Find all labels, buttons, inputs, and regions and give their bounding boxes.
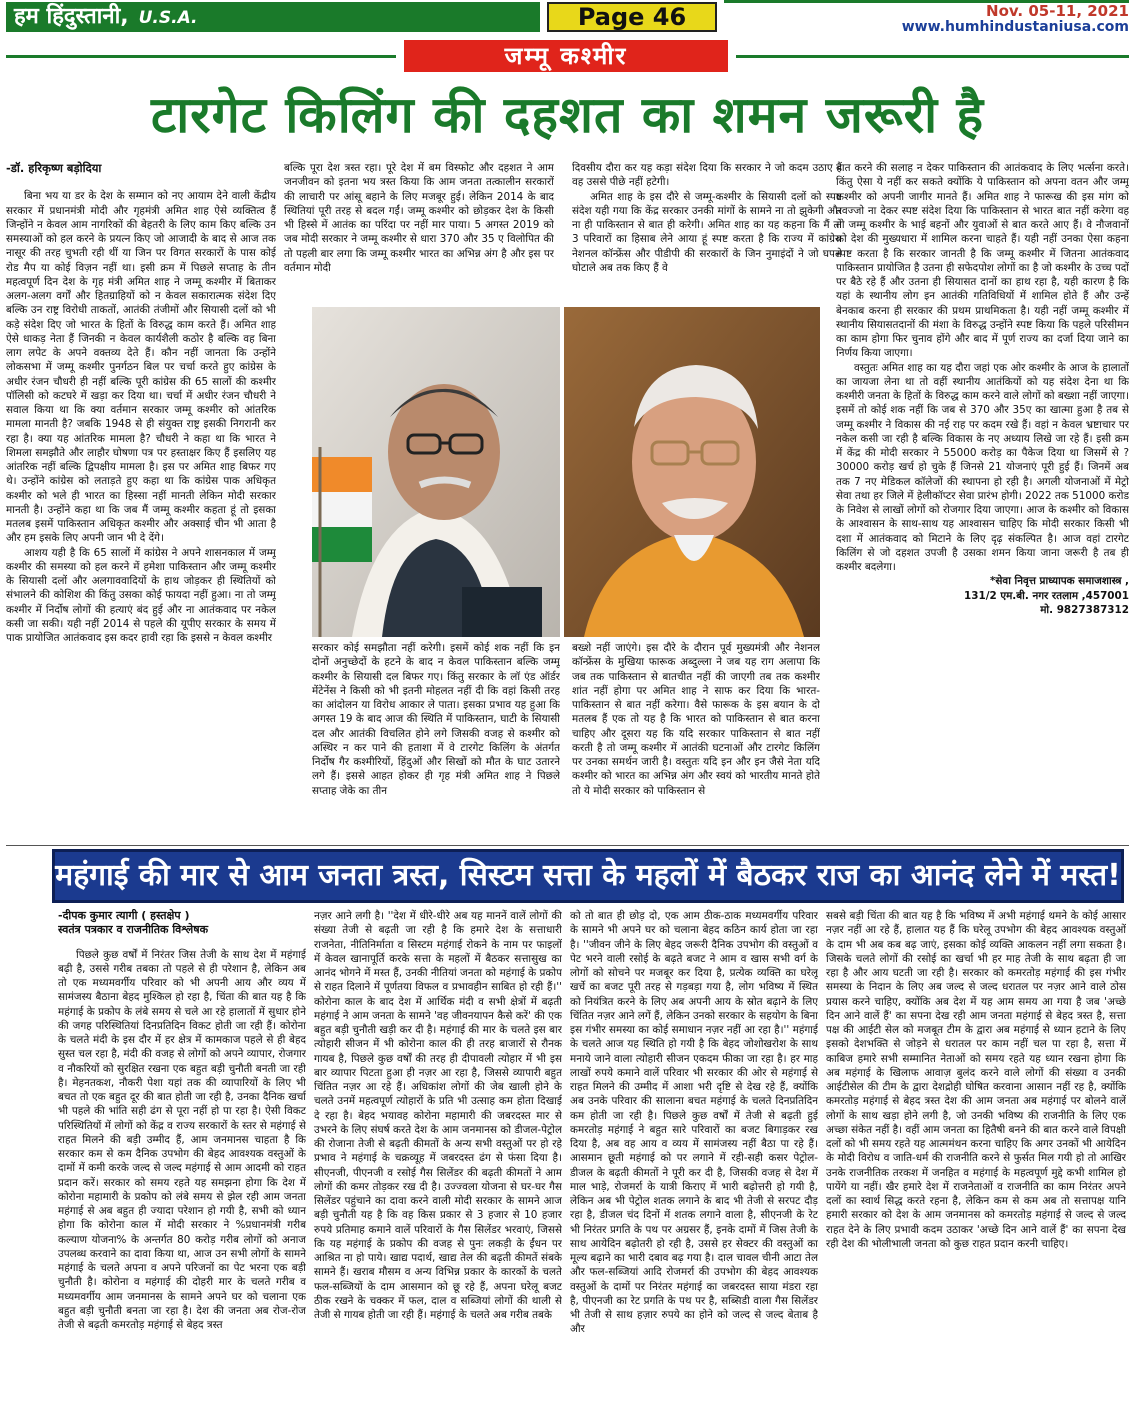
article1-paragraph: सरकार कोई समझौता नहीं करेगी। इसमें कोई शक नहीं कि इन दोनों अनुच्छेदों के हटने के बाद न केवल पाकिस्तान बल्कि जम्मू कश्मीर के सियासी दल बिफर गए। किंतु सरकार के लॉ एंड ऑर्डर मेंटेनेंस ने किसी को भी इतनी मोहलत नहीं दी कि वहां किसी तरह का आंदोलन या विरोध आकार ले पाता। इसका प्रभाव यह हुआ कि अगस्त 19 के बाद आज की स्थिति में पाकिस्तान, घाटी के सियासी दल और आतंकी विचलित होने लगे जिसकी वजह से कश्मीर को अस्थिर न कर पाने की हताशा में वे टारगेट किलिंग के अंतर्गत निर्दोष गैर कश्मीरियों, हिंदुओं और सिखों को मौत के घाट उतारने लगे हैं। इससे आहत होकर ही गृह मंत्री अमित शाह ने पिछले सप्ताह जेके का तीन — [312, 642, 560, 797]
article2-paragraph: सबसे बड़ी चिंता की बात यह है कि भविष्य में अभी महंगाई थमने के कोई आसार नज़र नहीं आ रहे हैं, हालात यह हैं कि घरेलू उपभोग की बेहद आवश्यक वस्तुओं के दाम भी अब कब बढ़ जाएं, इसका कोई व्यक्ति आकलन नहीं लगा सकता है। जिसके चलते लोगों की रसोई का खर्चा भी हर माह तेजी के साथ बढ़ता ही जा रहा है और आय घटती जा रही है। सरकार को कमरतोड़ महंगाई की इस गंभीर समस्या के निदान के लिए अब जल्द से जल्द धरातल पर नज़र आने वाले ठोस प्रयास करने चाहिए, क्योंकि अब देश में यह आम समय आ गया है जब 'अच्छे दिन आने वालें हैं' का सपना देख रही आम जनता महंगाई से बेहद त्रस्त है, सत्ता पक्ष की आईटी सेल को मजबूत टीम के द्वारा अब महंगाई से ध्यान हटाने के लिए इसको देशभक्ति से जोड़ने से धरातल पर काम नहीं चल पा रहा है, सत्ता में काबिज हमारे सभी सम्मानित नेताओं को समय रहते यह ध्यान रखना होगा कि अब महंगाई के खिलाफ आवाज़ बुलंद करने वाले लोगों की संख्या व उनकी आईटीसेल की टीम के द्वारा देशद्रोही घोषित करवाना आसान नहीं रह है, क्योंकि कमरतोड़ महंगाई से बेहद त्रस्त देश की आम जनता अब महंगाई पर बोलने वालें लोगों के साथ खड़ा होने लगी है, जो उनकी भविष्य की राजनीति के लिए एक अच्छा संकेत नहीं है। वहीं आम जनता का हितैषी बनने की बात करने वाले विपक्षी दलों को भी समय रहते यह आत्ममंथन करना चाहिए कि अगर उनकों भी आयेदिन के मोदी विरोध व जाति-धर्म की राजनीति करने से फुर्सत मिल गयी हो तो आखिर उनके राजनीतिक तरकश में जनहित व महंगाई के महत्वपूर्ण मुद्दे कभी शामिल हो पायेंगे या नहीं। खैर हमारे देश में राजनेताओं व राजनीति का काम निरंतर अपने दलों का स्वार्थ सिद्ध करते रहना है, लेकिन कम से कम अब तो सत्तापक्ष यानि हमारी सरकार को देश के आम जनमानस को कमरतोड़ महंगाई से जल्द से जल्द राहत देने के लिए प्रभावी कदम उठाकर 'अच्छे दिन आने वालें हैं' का सपना देख रही देश की भोलीभाली जनता को कुछ राहत प्रदान करनी चाहिए। — [826, 910, 1126, 1250]
portrait-image — [312, 307, 560, 637]
article1-col3-bottom — [572, 641, 820, 841]
author-phone: मो. 9827387312 — [1040, 603, 1129, 616]
masthead — [0, 0, 1135, 34]
issue-date: Nov. 05-11, 2021 — [986, 2, 1129, 20]
article1-byline: -डॉ. हरिकृष्ण बड़ोदिया — [6, 161, 102, 175]
article2-paragraph: को तो बात ही छोड़ दो, एक आम ठीक-ठाक मध्यमवर्गीय परिवार के सामने भी अपने घर को चलाना बेहद कठिन कार्य होता जा रहा है। ''जीवन जीने के लिए बेहद जरूरी दैनिक उपभोग की वस्तुओं व पेट भरने वाली रसोई के बढ़ते बजट ने आम व खास सभी वर्ग के लोगों को सोचने पर मजबूर कर दिया है, प्रत्येक व्यक्ति का घरेलू खर्चे का बजट पूरी तरह से गड़बड़ा गया है, लोग भविष्य में स्थित को नियंत्रित करने के लिए अब अपनी आय के स्रोत बढ़ाने के लिए चिंतित नज़र आने लगें हैं, लेकिन उनको सरकार के सहयोग के बिना इस गंभीर समस्या का कोई समाधान नज़र नहीं आ रहा है।'' महंगाई के चलते आज यह स्थिति हो गयी है कि बेहद जोशोखरोश के साथ मनाये जाने वाला त्योहारी सीजन एकदम फीका जा रहा है। हर माह लाखों रुपये कमाने वालें परिवार भी सरकार की ओर से महंगाई से राहत मिलने की उम्मीद में आशा भरी दृष्टि से देख रहे हैं, क्योंकि अब उनके परिवार की सालाना बचत महंगाई के चलते दिनप्रतिदिन कम होती जा रही है। पिछले कुछ वर्षों में तेजी से बढ़ती हुई कमरतोड़ महंगाई ने बहुत सारे परिवारों का बजट बिगाड़कर रख दिया है, अब वह आय व व्यय में सामंजस्य नहीं बैठा पा रहे हैं। आसमान छूती महंगाई को पर लगाने में रही-सही कसर पेट्रोल-डीजल के बढ़ती कीमतों ने पूरी कर दी है, जिसकी वजह से देश में माल भाड़े, रोजमर्रा के यात्री किराए में भारी बढ़ोत्तरी हो गयी है, लेकिन अब भी पेट्रोल शतक लगाने के बाद भी तेजी से सरपट दौड़ रहा है, डीजल चंद दिनों में शतक लगाने वाला है, सीएनजी के रेट भी निरंतर प्रगति के पथ पर अग्रसर हैं, इनके दामों में जिस तेजी के साथ आयेदिन बढ़ोतरी हो रही है, उससे हर सेक्टर की वस्तुओं का मूल्य बढ़ाने का भारी दबाव बढ़ गया है। दाल चावल चीनी आटा तेल और फल-सब्जियां आदि रोजमर्रा की उपभोग की बेहद आवश्यक वस्तुओं के दामों पर निरंतर महंगाई का जबरदस्त साया मंडरा रहा है, पीएनजी का रेट प्रगति के पथ पर है, सब्सिडी वाला गैस सिलेंडर भी तेजी से साथ हज़ार रुपये का होने को जल्द से जल्द बेताब है और — [570, 910, 818, 1336]
author-signature: *सेवा निवृत्त प्राध्यापक समाजशास्त्र , — [989, 575, 1129, 588]
section-title: जम्मू कश्मीर — [404, 40, 728, 72]
article1-paragraph: बिना भय या डर के देश के सम्मान को नए आयाम देने वाली केंद्रीय सरकार में प्रधानमंत्री मोदी और गृहमंत्री अमित शाह ऐसे व्यक्तित्व हैं जिन्होंने न केवल आम नागरिकों की बेहतरी के लिए काम किए बल्कि उन समस्याओं को हल करने के प्रयत्न किए जो आजादी के बाद से आज तक नासूर की तरह चुभती रही थीं या जिन पर विगत सरकारों के पास कोई रोड मैप या कोई विज़न नहीं था। इसी क्रम में पिछले सप्ताह के तीन महत्वपूर्ण दिन देश के गृह मंत्री अमित शाह ने जम्मू कश्मीर में बिताकर अलग-अलग वर्गों और हितग्राहियों को न केवल सकारात्मक संदेश दिए बल्कि उन राष्ट्र विरोधी ताकतों, आतंकी तंजीमों और सियासी दलों को भी कड़े संदेश दिए जो भारत के हितों के विरुद्ध काम करते हैं। अमित शाह ऐसे धाकड़ नेता हैं जिनकी न केवल कार्यशैली कठोर है बल्कि वह बिना लाग लपेट के अपने वक्तव्य देते हैं। कौन नहीं जानता कि उन्होंने लोकसभा में जम्मू कश्मीर पुनर्गठन बिल पर चर्चा करते हुए कांग्रेस के अधीर रंजन चौधरी ही नहीं बल्कि पूरी कांग्रेस की 65 सालों की कश्मीर पॉलिसी को कटघरे में खड़ा कर दिया था। चर्चा में अधीर रंजन चौधरी ने सवाल किया था कि क्या वर्तमान सरकार जम्मू कश्मीर को आंतरिक मामला मानती है? जबकि 1948 से ही संयुक्त राष्ट्र इसकी निगरानी कर रहा है। क्या यह आंतरिक मामला है? चौधरी ने कहा था कि भारत ने शिमला समझौते और लाहौर घोषणा पत्र पर हस्ताक्षर किए हैं इसलिए यह आंतरिक नहीं बल्कि द्विपक्षीय मामला है। इस पर अमित शाह बिफर गए थे। उन्होंने कांग्रेस को लताड़ते हुए कहा था कि कांग्रेस पाक अधिकृत कश्मीर को भले ही भारत का हिस्सा नहीं मानती लेकिन मोदी सरकार मानती है। उन्होंने कहा था कि जब मैं जम्मू कश्मीर कहता हूं तो इसका मतलब इसमें पाकिस्तान अधिकृत कश्मीर और अक्साई चीन भी आता है और हम इसके लिए अपनी जान भी दे देंगे। — [6, 190, 276, 545]
article2-author-title: स्वतंत्र पत्रकार व राजनीतिक विश्लेषक — [58, 923, 209, 937]
section-rule-left — [6, 55, 396, 58]
article2-paragraph: पिछले कुछ वर्षों में निरंतर जिस तेजी के साथ देश में महंगाई बढ़ी है, उससे गरीब तबका तो पहले से ही परेशान है, लेकिन अब तो एक मध्यमवर्गीय परिवार को भी अपनी आय और व्यय में सामंजस्य बैठाना बेहद मुश्किल हो रहा है, चिंता की बात यह है कि महंगाई के प्रकोप के लंबे समय से चले आ रहे हालातों में सुधार होने की जगह परिस्थितियां दिनप्रतिदिन विकट होती जा रही हैं। कोरोना के चलते मंदी के इस दौर में हर क्षेत्र में कामकाज पहले से ही बेहद सुस्त चल रहा है, मंदी की वजह से लोगों को अपने व्यापार, रोजगार व नौकरियों को सुरक्षित रखना एक बहुत बड़ी चुनौती बनती जा रही है। मेहनतकश, नौकरी पेशा यहां तक की व्यापारियों के लिए भी बचत तो एक बहुत दूर की बात होती जा रही है, उनका दैनिक खर्चा भी पहले की भांति सही ढंग से पूरा नहीं हो पा रहा है। ऐसी विकट परिस्थितियों में लोगों को केंद्र व राज्य सरकारों के स्तर से महंगाई से राहत मिलने की बड़ी उम्मीद हैं, आम जनमानस चाहता है कि सरकार कम से कम दैनिक उपभोग की बेहद आवश्यक वस्तुओं के दामों में कमी करके जल्द से जल्द महंगाई से आम आदमी को राहत प्रदान करें। सरकार को समय रहते यह समझना होगा कि देश में कोरोना महामारी के प्रकोप को लंबे समय से झेल रही आम जनता महंगाई से अब बहुत ही ज्यादा परेशान हो गयी है, सभी को ध्यान होगा कि कोरोना काल में मोदी सरकार ने %प्रधानमंत्री गरीब कल्याण योजना% के अन्तर्गत 80 करोड़ गरीब लोगों को अनाज उपलब्ध करवाने का दावा किया था, आज उन सभी लोगों के सामने महंगाई के चलते अपना व अपने परिजनों का पेट भरना एक बड़ी चुनौती है। कोरोना व महंगाई की दोहरी मार के चलते गरीब व मध्यमवर्गीय आम जनमानस के सामने अपने घर को चलाना एक बहुत बड़ी चुनौती बनता जा रहा है। देश की जनता अब रोज-रोज तेजी से बढ़ती कमरतोड़ महंगाई से बेहद त्रस्त — [58, 948, 306, 1331]
article1-headline: टारगेट किलिंग की दहशत का शमन जरूरी है — [151, 86, 984, 144]
article1-paragraph: बात करने की सलाह न देकर पाकिस्तान की आतंकवाद के लिए भर्त्सना करते। किंतु ऐसा ये नहीं कर सकते क्योंकि ये पाकिस्तान को अपना वतन और जम्मू कश्मीर को अपनी जागीर मानते हैं। अमित शाह ने फारूख की इस मांग को तवज्जो ना देकर स्पष्ट संदेश दिया कि पाकिस्तान से भारत बात नहीं करेगा वह तो जम्मू कश्मीर के भाई बहनों और युवाओं से बात करते आए हैं। वे नौजवानों को देश की मुख्यधारा में शामिल करना चाहते हैं। यही नहीं उनका ऐसा कहना स्पष्ट करता है कि सरकार जानती है कि जम्मू कश्मीर में जितना आतंकवाद पाकिस्तान प्रायोजित है उतना ही सफेदपोश लोगों का है जो कश्मीर के उच्च पदों पर बैठे रहे हैं और उतना ही सियासत दानों का हाथ रहा है, यही कारण है कि यहां के स्थानीय लोग इन आतंकी गतिविधियों में शामिल होते हैं और उन्हें बेनकाब करना ही सरकार की प्रथम प्राथमिकता है। यही नहीं जम्मू कश्मीर में स्थानीय सियासतदानों की मंशा के विरुद्ध उन्होंने स्पष्ट किया कि पहले परिसीमन का काम होगा फिर चुनाव होंगे और बाद में पूर्ण राज्य का दर्जा दिया जाने का निर्णय किया जाएगा। — [836, 162, 1129, 360]
article2-byline: -दीपक कुमार त्यागी ( हस्तक्षेप ) — [58, 909, 190, 922]
article1-col1 — [6, 161, 276, 841]
article1-col4 — [836, 161, 1129, 841]
article1-paragraph: अमित शाह के इस दौरे से जम्मू-कश्मीर के सियासी दलों को स्पष्ट संदेश यही गया कि केंद्र सरकार उनकी मांगों के सामने ना तो झुकेगी और ना ही पाकिस्तान से बात ही करेगी। अमित शाह का यह कहना कि मैं तो 3 परिवारों का हिसाब लेने आया हूं स्पष्ट करता है कि राज्य में कांग्रेस नेशनल कॉन्फ्रेंस और पीडीपी की सरकारों के जिन नुमाइंदों ने जो घपले घोटाले अब तक किए हैं वे — [572, 190, 842, 274]
website-link[interactable]: www.humhindustaniusa.com — [901, 19, 1129, 35]
article1-paragraph: दिवसीय दौरा कर यह कड़ा संदेश दिया कि सरकार ने जो कदम उठाए हैं वह उससे पीछे नहीं हटेगी। — [572, 162, 842, 189]
section-divider — [6, 845, 1129, 846]
page-number: Page 46 — [547, 2, 717, 32]
photo-amit-shah — [312, 307, 560, 637]
section-rule-right — [736, 55, 1129, 58]
paper-name-bar — [6, 2, 540, 32]
article2-paragraph: नज़र आने लगी है। ''देश में धीरे-धीरे अब यह माननें वालें लोगों की संख्या तेजी से बढ़ती जा रही है कि हमारे देश के सत्ताधारी राजनेता, नीतिनिर्माता व सिस्टम महंगाई रोकने के नाम पर फाइलों में केवल खानापूर्ति करके सत्ता के महलों में बैठकर सत्तासुख का आनंद भोगने में मस्त हैं, उनकी नीतियां जनता को महंगाई के प्रकोप से राहत दिलाने में पूर्णतया विफल व प्रभावहीन साबित हो रही हैं।'' कोरोना काल के बाद देश में आर्थिक मंदी व सभी क्षेत्रों में बढ़ती महंगाई ने आम जनता के सामने 'वह जीवनयापन कैसे करें' की एक बहुत बड़ी चुनौती खड़ी कर दी है। महंगाई की मार के चलते इस बार त्योहारी सीजन में भी कोरोना काल की ही तरह बाजारों से रौनक गायब है, पिछले कुछ वर्षों की तरह ही दीपावली त्योहार में भी इस बार व्यापार पिटता हुआ ही नज़र आ रहा है, जिससे व्यापारी बहुत चिंतित नज़र आ रहे हैं। अधिकांश लोगों की जेब खाली होने के चलते उनमें महत्वपूर्ण त्योहारों के प्रति भी उत्साह कम होता दिखाई दे रहा है। बेहद भयावह कोरोना महामारी की जबरदस्त मार से उभरने के लिए संघर्ष करते देश के आम जनमानस को डीजल-पेट्रोल की रोजाना तेजी से बढ़ती कीमतों के अन्य सभी वस्तुओं पर हो रहे प्रभाव ने महंगाई के चक्रव्यूह में जबरदस्त ढंग से फंसा दिया है। सीएनजी, पीएनजी व रसोई गैस सिलेंडर की बढ़ती कीमतों ने आम लोगों की कमर तोड़कर रख दी है। उज्ज्वला योजना से घर-घर गैस सिलेंडर पहुंचाने का दावा करने वाली मोदी सरकार के सामने आज बड़ी चुनौती यह है कि वह किस प्रकार से 3 हजार से 10 हजार रुपये प्रतिमाह कमाने वालें परिवारों के गैस सिलेंडर भरवाएं, जिससे कि यह महंगाई के प्रकोप की वजह से पुनः लकड़ी के ईंधन पर आश्रित ना हो पाये। खाद्य पदार्थ, खाद्य तेल की बढ़ती कीमतें संबके सामने हैं। खराब मौसम व अन्य विभिन्न प्रकार के कारकों के चलते फल-सब्जियों के दाम आसमान को छू रहे हैं, अपना घरेलू बजट ठीक रखने के चक्कर में फल, दाल व सब्जियां लोगों की थाली से तेजी से गायब होती जा रही हैं। महंगाई के चलते अब गरीब तबके — [314, 910, 562, 1321]
article1-col2-bottom — [312, 641, 560, 841]
author-address: 131/2 एम.बी. नगर रतलाम ,457001 — [964, 589, 1129, 602]
article1-paragraph: बख्शे नहीं जाएंगे। इस दौरे के दौरान पूर्व मुख्यमंत्री और नेशनल कॉन्फ्रेंस के मुखिया फारूक अब्दुल्ला ने जब यह राग अलापा कि जब तक पाकिस्तान से बातचीत नहीं की जाएगी तब तक कश्मीर शांत नहीं होगा पर अमित शाह ने साफ कर दिया कि भारत-पाकिस्तान से बात नहीं करेगा। वैसे फारूक के इस बयान के दो मतलब हैं एक तो यह है कि भारत को पाकिस्तान से बात करना चाहिए और दूसरा यह कि यदि सरकार पाकिस्तान से बात नहीं करती है तो जम्मू कश्मीर में आतंकी घटनाओं और टारगेट किलिंग पर उनका समर्थन जारी है। वस्तुतः यदि इन और इन जैसे नेता यदि कश्मीर को भारत का अभिन्न अंग और स्वयं को भारतीय मानते होते तो ये मोदी सरकार को पाकिस्तान से — [572, 642, 820, 797]
paper-country: U.S.A. — [138, 8, 198, 28]
article1-paragraph: आशय यही है कि 65 सालों में कांग्रेस ने अपने शासनकाल में जम्मू कश्मीर की समस्या को हल करने में हमेशा पाकिस्तान और जम्मू कश्मीर के सियासी दलों और अलगाववादियों के हाथ जोड़कर ही स्थितियों को संभालने की कोशिश की किंतु उसका कोई फायदा नहीं हुआ। ना तो जम्मू कश्मीर में निर्दोष लोगों की हत्याएं बंद हुई और ना आतंकवाद पर नकेल कसी जा सकी। यही नहीं 2014 से पहले की यूपीए सरकार के समय में पाक प्रायोजित आतंकवाद इस कदर हावी रहा कि इससे न केवल कश्मीर — [6, 546, 276, 644]
article2-col1 — [58, 909, 306, 1422]
photo-manoj-sinha — [564, 307, 820, 637]
article2-col2 — [314, 909, 562, 1422]
article1-col3-top — [572, 161, 842, 303]
article1-col2-top — [284, 161, 554, 303]
article2-col3 — [570, 909, 818, 1422]
paper-name: हम हिंदुस्तानी, — [14, 4, 129, 29]
article1-paragraph: वस्तुतः अमित शाह का यह दौरा जहां एक ओर कश्मीर के आज के हालातों का जायजा लेना था तो वहीं स्थानीय आतंकियों को यह संदेश देना था कि कश्मीरी जनता के हितों के विरुद्ध काम करने वाले लोगों को बख्शा नहीं जाएगा। इसमें तो कोई शक नहीं कि जब से 370 और 35ए का खात्मा हुआ है तब से जम्मू कश्मीर ने विकास की नई राह पर कदम रखे हैं। वहां न केवल भ्रष्टाचार पर नकेल कसी जा रही है बल्कि विकास के नए अध्याय लिखे जा रहे हैं। इसी क्रम में केंद्र की मोदी सरकार ने 55000 करोड़ का पैकेज दिया था जिसमें से ?30000 करोड़ खर्च हो चुके हैं जिनसे 21 योजनाएं पूरी हुई हैं। जिनमें अब तक 7 नए मेडिकल कॉलेजों की स्थापना हो रही है। अगली योजनाओं में मेट्रो सेवा तथा हर जिले में हेलीकॉप्टर सेवा प्रारंभ होगी। 2022 तक 51000 करोड के निवेश से लाखों लोगों को रोजगार दिया जाएगा। आज के कश्मीर को विकास के आश्वासन के साथ-साथ यह आश्वासन चाहिए कि मोदी सरकार किसी भी दशा में आतंकवाद को मिटाने के लिए दृढ़ संकल्पित है। आज वहां टारगेट किलिंग से जो दहशत उपजी है उसका शमन किया जाना जरूरी है तब ही कश्मीर बदलेगा। — [836, 361, 1129, 573]
masthead-info — [724, 0, 1129, 37]
article2-headline: महंगाई की मार से आम जनता त्रस्त, सिस्टम सत्ता के महलों में बैठकर राज का आनंद लेने में मस्त! — [52, 849, 1124, 903]
article1-paragraph: बल्कि पूरा देश त्रस्त रहा। पूरे देश में बम विस्फोट और दहशत ने आम जनजीवन को इतना भय त्रस्त किया कि आम जनता तत्कालीन सरकारों की लाचारी पर आंसू बहाने के लिए मजबूर हुई। लेकिन 2014 के बाद स्थितियां पूरी तरह से बदल गईं। जम्मू कश्मीर को छोड़कर देश के किसी भी हिस्से में आतंक का परिंदा पर नहीं मार पाया। 5 अगस्त 2019 को जब मोदी सरकार ने जम्मू कश्मीर से धारा 370 और 35 ए विलोपित की तो पहली बार लगा कि जम्मू कश्मीर भारत का अभिन्न अंग है और इस पर वर्तमान मोदी — [284, 162, 554, 274]
portrait-image — [564, 307, 820, 637]
article2-col4 — [826, 909, 1126, 1422]
